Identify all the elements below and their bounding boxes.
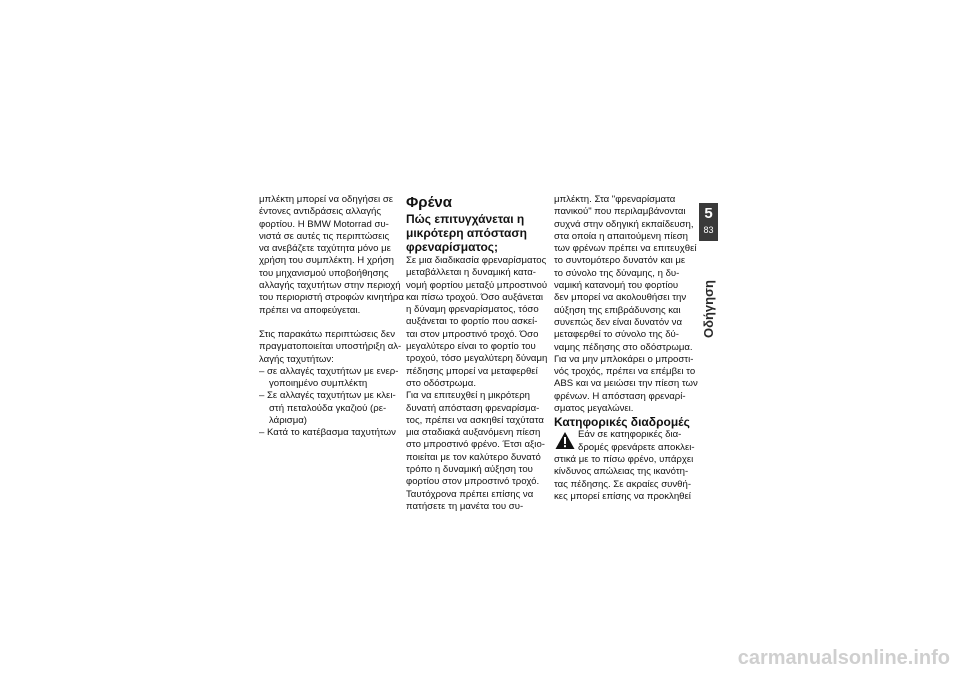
text-line: των φρένων πρέπει να επιτευχθεί [554,243,697,255]
text-line: δεν μπορεί να ακολουθήσει την [554,292,687,304]
text-line: Στις παρακάτω περιπτώσεις δεν [259,328,396,340]
warning-triangle-icon [555,431,575,450]
subheading-line: μικρότερη απόσταση [406,226,527,240]
text-line: στικά με το πίσω φρένο, υπάρχει [554,453,694,465]
paragraph-braking [406,255,552,513]
chapter-badge [699,203,718,241]
text-line: πραγματοποιείται υποστήριξη αλ- [259,341,402,353]
text-line: το συντομότερο δυνατόν και με [554,255,686,267]
text-line: κες μπορεί επίσης να προκληθεί [554,490,691,502]
text-line: πέδησης μπορεί να μεταφερθεί [406,365,538,377]
text-line: λαγής ταχυτήτων: [259,353,334,365]
text-line: χρήση του συμπλέκτη. Η χρήση [259,255,394,267]
text-line: ποιείται με τον καλύτερο δυνατό [406,451,541,463]
warning-line: δρομές φρενάρετε αποκλει- [578,441,695,453]
warning-line: Εάν σε κατηφορικές δια- [578,429,682,441]
text-line: φρένων. Η απόσταση φρεναρί- [554,390,686,402]
text-line: του μηχανισμού υποβοήθησης [259,267,389,279]
text-line: τρόπο η δυναμική αύξηση του [406,464,533,476]
text-line: νιστά σε αυτές τις περιπτώσεις [259,230,390,242]
text-line: αλλαγής ταχυτήτων στην περιοχή [259,280,401,292]
list-item-line: λάρισμα) [269,415,307,427]
text-line: πρέπει να αποφεύγεται. [259,304,361,316]
text-line: και πίσω τροχού. Όσο αυξάνεται [406,291,544,303]
text-line: μεγαλύτερο είναι το φορτίο του [406,341,536,353]
paragraph-no-support-cases [259,329,405,366]
text-line: έντονες αντιδράσεις αλλαγής [259,206,381,218]
text-line: ναμική κατανομή του φορτίου [554,280,679,292]
text-line: σματος μεγαλώνει. [554,403,634,415]
chapter-side-title: Οδήγηση [701,280,716,338]
text-line: συνεπώς δεν είναι δυνατόν να [554,316,682,328]
text-line: κίνδυνος απώλειας της ικανότη- [554,466,689,478]
text-line: τος, πρέπει να ασκηθεί ταχύτατα [406,414,544,426]
list-item-line: – σε αλλαγές ταχυτήτων με ενερ- [259,365,399,377]
text-column-1 [259,194,405,440]
text-line: πατήσετε τη μανέτα του συ- [406,500,524,512]
list-item-line: γοποιημένο συμπλέκτη [269,378,368,390]
text-line: αύξηση της επιβράδυνσης και [554,304,681,316]
text-line: δυνατή απόσταση φρεναρίσμα- [406,402,540,414]
warning-block [554,429,700,454]
list-item [259,390,405,427]
text-line: φορτίου στον μπροστινό τροχό. [406,476,540,488]
list-item-line: – Σε αλλαγές ταχυτήτων με κλει- [259,390,396,402]
text-line: μια σταδιακά αυξανόμενη πίεση [406,427,541,439]
text-line: του περιοριστή στροφών κινητήρα [259,292,404,304]
subheading-line: Πώς επιτυγχάνεται η [406,212,525,226]
text-line: μεταβάλλεται η δυναμική κατα- [406,267,536,279]
section-heading-downhill: Κατηφορικές διαδρομές [554,415,690,430]
text-line: να ανεβάζετε ταχύτητα μόνο με [259,243,391,255]
text-line: ναμης πέδησης στο οδόστρωμα. [554,341,693,353]
text-line: στο μπροστινό φρένο. Έτσι αξιο- [406,439,545,451]
text-line: νομή φορτίου μεταξύ μπροστινού [406,279,548,291]
text-line: τας πέδησης. Σε ακραίες συνθή- [554,478,692,490]
text-line: τροχού, τόσο μεγαλύτερη δύναμη [406,353,548,365]
list-item-line: στή πεταλούδα γκαζιού (ρε- [269,402,387,414]
dash-list [259,366,405,440]
paragraph-downhill-warning [554,454,700,503]
text-line: στα οποία η απαιτούμενη πίεση [554,230,688,242]
subheading-shortest-braking-distance [406,212,552,254]
text-column-3 [554,194,700,503]
list-item [259,366,405,391]
text-line: Για να επιτευχθεί η μικρότερη [406,390,530,402]
paragraph-panic-braking [554,194,700,415]
text-line: Ταυτόχρονα πρέπει επίσης να [406,488,534,500]
text-line: στο οδόστρωμα. [406,377,476,389]
text-line: ABS και να μειώσει την πίεση των [554,378,698,390]
text-line: πανικού" που περιλαμβάνονται [554,206,686,218]
text-line: Για να μην μπλοκάρει ο μπροστι- [554,353,694,365]
section-heading-brakes: Φρένα [406,194,452,211]
text-line: Σε μια διαδικασία φρεναρίσματος [406,255,547,266]
chapter-number: 5 [704,205,713,222]
text-line: μπλέκτη. Στα "φρεναρίσματα [554,194,676,205]
text-line: αυξάνεται το φορτίο που ασκεί- [406,316,538,328]
text-line: μεταφερθεί το σύνολο της δύ- [554,329,679,341]
paragraph-clutch-assist [259,194,405,317]
text-line: φορτίου. Η BMW Motorrad συ- [259,218,389,230]
text-line: η δύναμη φρεναρίσματος, τόσο [406,304,539,316]
page-number: 83 [703,225,714,235]
list-item-line: – Κατά το κατέβασμα ταχυτήτων [259,427,396,439]
list-item [259,427,405,439]
watermark: carmanualsonline.info [737,647,950,669]
text-column-2 [406,194,552,513]
subheading-line: φρεναρίσματος; [406,240,499,254]
text-line: νός τροχός, πρέπει να επέμβει το [554,366,696,378]
text-line: μπλέκτη μπορεί να οδηγήσει σε [259,194,394,205]
text-line: το σύνολο της δύναμης, η δυ- [554,267,680,279]
text-line: συχνά στην οδηγική εκπαίδευση, [554,218,694,230]
text-line: ται στον μπροστινό τροχό. Όσο [406,328,539,340]
